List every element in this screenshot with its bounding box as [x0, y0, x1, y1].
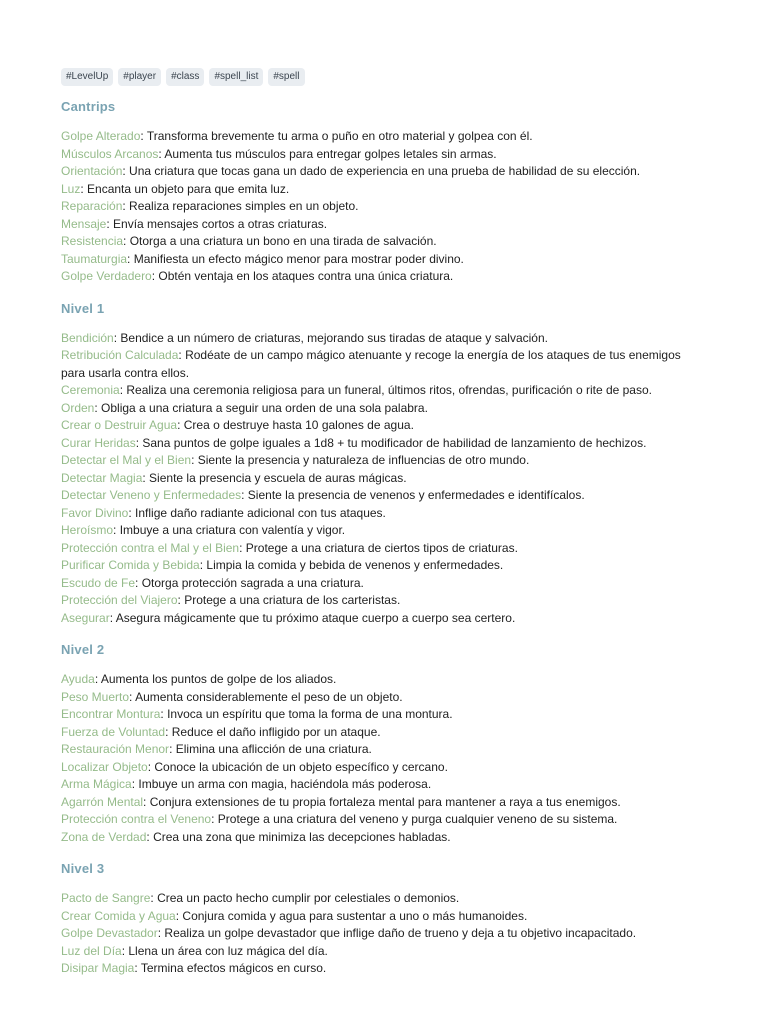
spell-entry — [61, 540, 707, 558]
spell-link[interactable]: Pacto de Sangre — [61, 891, 151, 905]
spell-entry — [61, 811, 707, 829]
spell-separator: : — [94, 672, 101, 686]
spell-link[interactable]: Encontrar Montura — [61, 707, 161, 721]
section-heading: Cantrips — [61, 99, 116, 114]
spell-entry — [61, 382, 707, 400]
spell-entry — [61, 400, 707, 418]
spell-separator: : — [160, 707, 168, 721]
spell-separator: : — [135, 435, 143, 450]
spell-description: Protege a una criatura de los carteristas. — [184, 593, 401, 607]
tag[interactable]: #spell_list — [209, 68, 263, 86]
spell-entry — [61, 163, 707, 181]
spell-list — [61, 671, 707, 846]
spell-link[interactable]: Reparación — [61, 199, 123, 213]
spell-entry — [61, 610, 707, 628]
spell-entry — [61, 417, 707, 435]
spell-description: Siente la presencia de venenos y enfermedades e identifícalos. — [247, 488, 585, 502]
spell-description: Envía mensajes cortos a otras criaturas. — [113, 216, 328, 231]
spell-link[interactable]: Golpe Verdadero — [61, 269, 152, 283]
spell-entry — [61, 890, 707, 908]
spell-entry — [61, 216, 707, 234]
spell-separator: : — [143, 794, 150, 809]
spell-separator: : — [146, 829, 154, 844]
spell-entry — [61, 522, 707, 540]
section-heading: Nivel 3 — [61, 861, 105, 876]
spell-entry — [61, 575, 707, 593]
spell-separator: : — [151, 269, 159, 283]
spell-description: Rodéate de un campo mágico atenuante y recoge la energía de los ataques de tus enemigos para usarla contra ellos. — [61, 348, 681, 380]
spell-link[interactable]: Agarrón Mental — [61, 794, 144, 809]
spell-separator: : — [142, 470, 150, 485]
spell-separator: : — [122, 199, 130, 213]
spell-description: Invoca un espíritu que toma la forma de una montura. — [167, 707, 453, 721]
spell-link[interactable]: Detectar Magia — [61, 470, 143, 485]
tag[interactable]: #spell — [268, 68, 304, 86]
spell-separator: : — [134, 961, 141, 975]
spell-entry — [61, 794, 707, 812]
spell-separator: : — [131, 777, 139, 791]
spell-description: Asegura mágicamente que tu próximo ataque cuerpo a cuerpo sea certero. — [115, 610, 516, 625]
spell-entry — [61, 505, 707, 523]
spell-separator: : — [140, 129, 147, 143]
spell-separator: : — [106, 216, 114, 231]
spell-link[interactable]: Músculos Arcanos — [61, 146, 159, 161]
spell-link[interactable]: Escudo de Fe — [61, 575, 136, 590]
spell-separator: : — [129, 689, 136, 704]
spell-separator: : — [199, 558, 207, 572]
spell-entry — [61, 741, 707, 759]
spell-link[interactable]: Resistencia — [61, 234, 124, 248]
spell-link[interactable]: Ayuda — [61, 672, 95, 686]
spell-separator: : — [175, 908, 183, 923]
spell-link[interactable]: Protección contra el Veneno — [61, 812, 212, 826]
spell-link[interactable]: Detectar el Mal y el Bien — [61, 453, 192, 467]
spell-link[interactable]: Restauración Menor — [61, 742, 170, 756]
spell-list — [61, 330, 707, 628]
section-heading: Nivel 2 — [61, 642, 105, 657]
spell-separator: : — [241, 488, 248, 502]
spell-entry — [61, 198, 707, 216]
spell-separator: : — [135, 575, 142, 590]
spell-separator: : — [147, 759, 155, 774]
spell-description: Encanta un objeto para que emita luz. — [87, 181, 290, 196]
spell-link[interactable]: Curar Heridas — [61, 435, 136, 450]
spell-description: Siente la presencia y naturaleza de influencias de otro mundo. — [197, 453, 530, 467]
spell-description: Otorga a una criatura un bono en una tirada de salvación. — [129, 234, 437, 248]
section-heading: Nivel 1 — [61, 300, 105, 316]
spell-description: Realiza reparaciones simples en un objeto. — [129, 199, 359, 213]
spell-description: Imbuye a una criatura con valentía y vigor. — [119, 523, 346, 537]
spell-entry — [61, 470, 707, 488]
spell-description: Obliga a una criatura a seguir una orden de una sola palabra. — [101, 400, 428, 415]
spell-link[interactable]: Orden — [61, 400, 95, 415]
spell-description: Reduce el daño infligido por un ataque. — [171, 724, 381, 739]
spell-separator: : — [150, 891, 158, 905]
spell-description: Una criatura que tocas gana un dado de experiencia en una prueba de habilidad de su elección. — [129, 164, 641, 178]
spell-description: Conoce la ubicación de un objeto específico y cercano. — [154, 759, 448, 774]
spell-link[interactable]: Luz — [61, 181, 81, 196]
spell-entry — [61, 435, 707, 453]
spell-description: Crea una zona que minimiza las decepciones habladas. — [153, 829, 451, 844]
spell-separator: : — [239, 540, 246, 555]
spell-link[interactable]: Peso Muerto — [61, 689, 130, 704]
spell-entry — [61, 724, 707, 742]
spell-link[interactable]: Disipar Magia — [61, 961, 135, 975]
spell-link[interactable]: Localizar Objeto — [61, 759, 148, 774]
spell-entry — [61, 925, 707, 943]
spell-link[interactable]: Mensaje — [61, 216, 107, 231]
spell-separator: : — [113, 523, 120, 537]
spell-description: Bendice a un número de criaturas, mejorando sus tiradas de ataque y salvación. — [120, 330, 548, 345]
spell-description: Siente la presencia y escuela de auras mágicas. — [149, 470, 407, 485]
spell-entry — [61, 233, 707, 251]
spell-entry — [61, 960, 707, 978]
spell-link[interactable]: Golpe Devastador — [61, 926, 158, 940]
spell-link[interactable]: Protección del Viajero — [61, 593, 178, 607]
spell-description: Conjura extensiones de tu propia fortaleza mental para mantener a raya a tus enemigos. — [149, 794, 621, 809]
spell-separator: : — [178, 348, 186, 362]
spell-link[interactable]: Ceremonia — [61, 383, 120, 397]
spell-link[interactable]: Taumaturgia — [61, 251, 128, 266]
spell-description: Inflige daño radiante adicional con tus ataques. — [135, 505, 386, 520]
spell-link[interactable]: Luz del Día — [61, 943, 122, 958]
spell-separator: : — [177, 418, 184, 432]
spell-link[interactable]: Detectar Veneno y Enfermedades — [61, 488, 242, 502]
spell-link[interactable]: Bendición — [61, 330, 114, 345]
spell-link[interactable]: Protección contra el Mal y el Bien — [61, 540, 240, 555]
spell-list — [61, 890, 707, 978]
spell-separator: : — [121, 943, 129, 958]
spell-entry — [61, 829, 707, 847]
spell-separator: : — [109, 610, 116, 625]
spell-list — [61, 128, 707, 286]
spell-separator: : — [123, 234, 130, 248]
spell-description: Transforma brevemente tu arma o puño en otro material y golpea con él. — [146, 129, 533, 143]
spell-description: Aumenta considerablemente el peso de un objeto. — [135, 689, 403, 704]
spell-entry — [61, 759, 707, 777]
spell-entry — [61, 251, 707, 269]
tag[interactable]: #LevelUp — [61, 68, 113, 86]
spell-description: Imbuye un arma con magia, haciéndola más poderosa. — [138, 777, 432, 791]
spell-link[interactable]: Crear o Destruir Agua — [61, 418, 178, 432]
spell-sections — [61, 98, 707, 978]
spell-separator: : — [177, 593, 185, 607]
spell-entry — [61, 452, 707, 470]
spell-entry — [61, 706, 707, 724]
spell-link[interactable]: Fuerza de Voluntad — [61, 724, 166, 739]
spell-link[interactable]: Favor Divino — [61, 505, 129, 520]
spell-link[interactable]: Golpe Alterado — [61, 129, 141, 143]
spell-description: Protege a una criatura del veneno y purga cualquier veneno de su sistema. — [217, 812, 618, 826]
spell-entry — [61, 943, 707, 961]
spell-description: Crea un pacto hecho cumplir por celestiales o demonios. — [157, 891, 460, 905]
spell-separator: : — [158, 146, 165, 161]
spell-entry — [61, 330, 707, 348]
spell-separator: : — [119, 383, 127, 397]
tag[interactable]: #player — [118, 68, 161, 86]
spell-description: Crea o destruye hasta 10 galones de agua. — [183, 418, 414, 432]
spell-description: Conjura comida y agua para sustentar a uno o más humanoides. — [182, 908, 528, 923]
spell-separator: : — [165, 724, 172, 739]
spell-separator: : — [80, 181, 88, 196]
spell-description: Realiza un golpe devastador que inflige daño de trueno y deja a tu objetivo incapacitado. — [164, 926, 637, 940]
tag[interactable]: #class — [166, 68, 204, 86]
spell-link[interactable]: Purificar Comida y Bebida — [61, 558, 200, 572]
spell-entry — [61, 671, 707, 689]
spell-entry — [61, 146, 707, 164]
spell-link[interactable]: Retribución Calculada — [61, 348, 179, 362]
spell-description: Aumenta los puntos de golpe de los aliados. — [100, 672, 337, 686]
spell-entry — [61, 776, 707, 794]
spell-description: Elimina una aflicción de una criatura. — [175, 742, 372, 756]
spell-description: Limpia la comida y bebida de venenos y enfermedades. — [206, 558, 504, 572]
spell-entry — [61, 557, 707, 575]
tag-list — [61, 68, 707, 86]
spell-separator: : — [157, 926, 165, 940]
spell-description: Llena un área con luz mágica del día. — [128, 943, 328, 958]
spell-description: Manifiesta un efecto mágico menor para mostrar poder divino. — [133, 251, 464, 266]
spell-description: Realiza una ceremonia religiosa para un funeral, últimos ritos, ofrendas, purificación o rite de paso. — [126, 383, 652, 397]
spell-link[interactable]: Zona de Verdad — [61, 829, 147, 844]
spell-entry — [61, 592, 707, 610]
spell-link[interactable]: Crear Comida y Agua — [61, 908, 176, 923]
spell-separator: : — [169, 742, 176, 756]
spell-description: Termina efectos mágicos en curso. — [140, 961, 327, 975]
spell-separator: : — [211, 812, 218, 826]
spell-entry — [61, 128, 707, 146]
spell-description: Aumenta tus músculos para entregar golpes letales sin armas. — [164, 146, 497, 161]
spell-separator: : — [128, 505, 136, 520]
spell-description: Sana puntos de golpe iguales a 1d8 + tu modificador de habilidad de lanzamiento de hechizos. — [142, 435, 647, 450]
spell-separator: : — [191, 453, 198, 467]
spell-separator: : — [113, 330, 121, 345]
spell-separator: : — [127, 251, 134, 266]
spell-entry — [61, 908, 707, 926]
spell-entry — [61, 347, 707, 382]
spell-link[interactable]: Arma Mágica — [61, 777, 132, 791]
spell-entry — [61, 487, 707, 505]
spell-entry — [61, 268, 707, 286]
spell-description: Otorga protección sagrada a una criatura. — [141, 575, 364, 590]
spell-entry — [61, 689, 707, 707]
spell-description: Protege a una criatura de ciertos tipos de criaturas. — [245, 540, 518, 555]
spell-description: Obtén ventaja en los ataques contra una única criatura. — [158, 269, 454, 283]
spell-link[interactable]: Heroísmo — [61, 523, 114, 537]
spell-separator: : — [94, 400, 102, 415]
spell-entry — [61, 181, 707, 199]
spell-link[interactable]: Asegurar — [61, 610, 110, 625]
spell-link[interactable]: Orientación — [61, 164, 123, 178]
spell-separator: : — [122, 164, 130, 178]
